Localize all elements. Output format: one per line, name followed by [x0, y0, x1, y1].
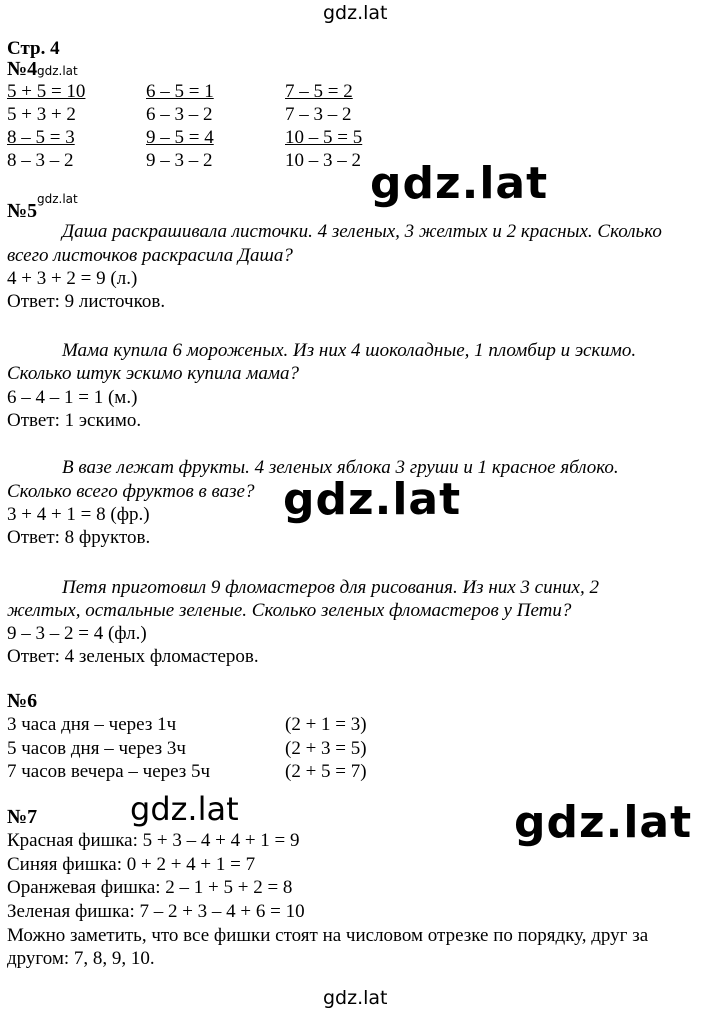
no4-cell: 6 – 3 – 2 [146, 104, 213, 125]
watermark-bottom: gdz.lat [323, 987, 388, 1009]
task1-answer: Ответ: 9 листочков. [7, 291, 166, 312]
no6-title: №6 [7, 690, 38, 712]
no7-conclusion-line1: Можно заметить, что все фишки стоят на числовом отрезке по порядку, друг за [7, 925, 649, 946]
no4-cell: 8 – 3 – 2 [7, 150, 74, 171]
task3-answer: Ответ: 8 фруктов. [7, 527, 151, 548]
no7-title: №7 [7, 806, 38, 828]
task1-text-line2: всего листочков раскрасила Даша? [7, 245, 293, 266]
no6-row-right: (2 + 1 = 3) [285, 714, 367, 735]
no4-cell: 7 – 5 = 2 [285, 81, 353, 102]
no6-row-left: 3 часа дня – через 1ч [7, 714, 177, 735]
no4-cell: 7 – 3 – 2 [285, 104, 352, 125]
no4-cell: 6 – 5 = 1 [146, 81, 214, 102]
no4-cell: 9 – 3 – 2 [146, 150, 213, 171]
watermark-no4: gdz.lat [37, 64, 78, 78]
no7-conclusion-line2: другом: 7, 8, 9, 10. [7, 948, 155, 969]
no4-cell: 9 – 5 = 4 [146, 127, 214, 148]
task3-text-line2: Сколько всего фруктов в вазе? [7, 481, 255, 502]
task3-text-line1: В вазе лежат фрукты. 4 зеленых яблока 3 груши и 1 красное яблоко. [62, 457, 619, 478]
no4-cell: 8 – 5 = 3 [7, 127, 75, 148]
no6-row-right: (2 + 3 = 5) [285, 738, 367, 759]
no4-cell: 10 – 3 – 2 [285, 150, 361, 171]
watermark-no5: gdz.lat [37, 192, 78, 206]
no7-line: Оранжевая фишка: 2 – 1 + 5 + 2 = 8 [7, 877, 293, 898]
task4-text-line2: желтых, остальные зеленые. Сколько зеленых фломастеров у Пети? [7, 600, 572, 621]
no7-line: Красная фишка: 5 + 3 – 4 + 4 + 1 = 9 [7, 830, 300, 851]
task2-solution: 6 – 4 – 1 = 1 (м.) [7, 387, 138, 408]
task2-text-line2: Сколько штук эскимо купила мама? [7, 363, 300, 384]
no6-row-left: 7 часов вечера – через 5ч [7, 761, 211, 782]
no4-cell: 10 – 5 = 5 [285, 127, 363, 148]
page-label: Стр. 4 [7, 38, 60, 59]
watermark-no7: gdz.lat [130, 790, 239, 828]
watermark-top: gdz.lat [323, 2, 388, 24]
task3-solution: 3 + 4 + 1 = 8 (фр.) [7, 504, 150, 525]
no4-cell: 5 + 5 = 10 [7, 81, 86, 102]
watermark-big-1: gdz.lat [370, 158, 549, 209]
watermark-big-3: gdz.lat [514, 797, 693, 848]
no7-line: Синяя фишка: 0 + 2 + 4 + 1 = 7 [7, 854, 256, 875]
task2-text-line1: Мама купила 6 мороженых. Из них 4 шоколадные, 1 пломбир и эскимо. [62, 340, 637, 361]
task4-solution: 9 – 3 – 2 = 4 (фл.) [7, 623, 147, 644]
no7-line: Зеленая фишка: 7 – 2 + 3 – 4 + 6 = 10 [7, 901, 305, 922]
task1-text-line1: Даша раскрашивала листочки. 4 зеленых, 3 желтых и 2 красных. Сколько [62, 221, 662, 242]
task4-answer: Ответ: 4 зеленых фломастеров. [7, 646, 259, 667]
watermark-big-2: gdz.lat [283, 474, 462, 525]
task1-solution: 4 + 3 + 2 = 9 (л.) [7, 268, 138, 289]
no6-row-left: 5 часов дня – через 3ч [7, 738, 186, 759]
task4-text-line1: Петя приготовил 9 фломастеров для рисования. Из них 3 синих, 2 [62, 577, 599, 598]
no5-title: №5 [7, 200, 38, 222]
no6-row-right: (2 + 5 = 7) [285, 761, 367, 782]
no4-title: №4 [7, 58, 38, 80]
task2-answer: Ответ: 1 эскимо. [7, 410, 142, 431]
no4-cell: 5 + 3 + 2 [7, 104, 76, 125]
